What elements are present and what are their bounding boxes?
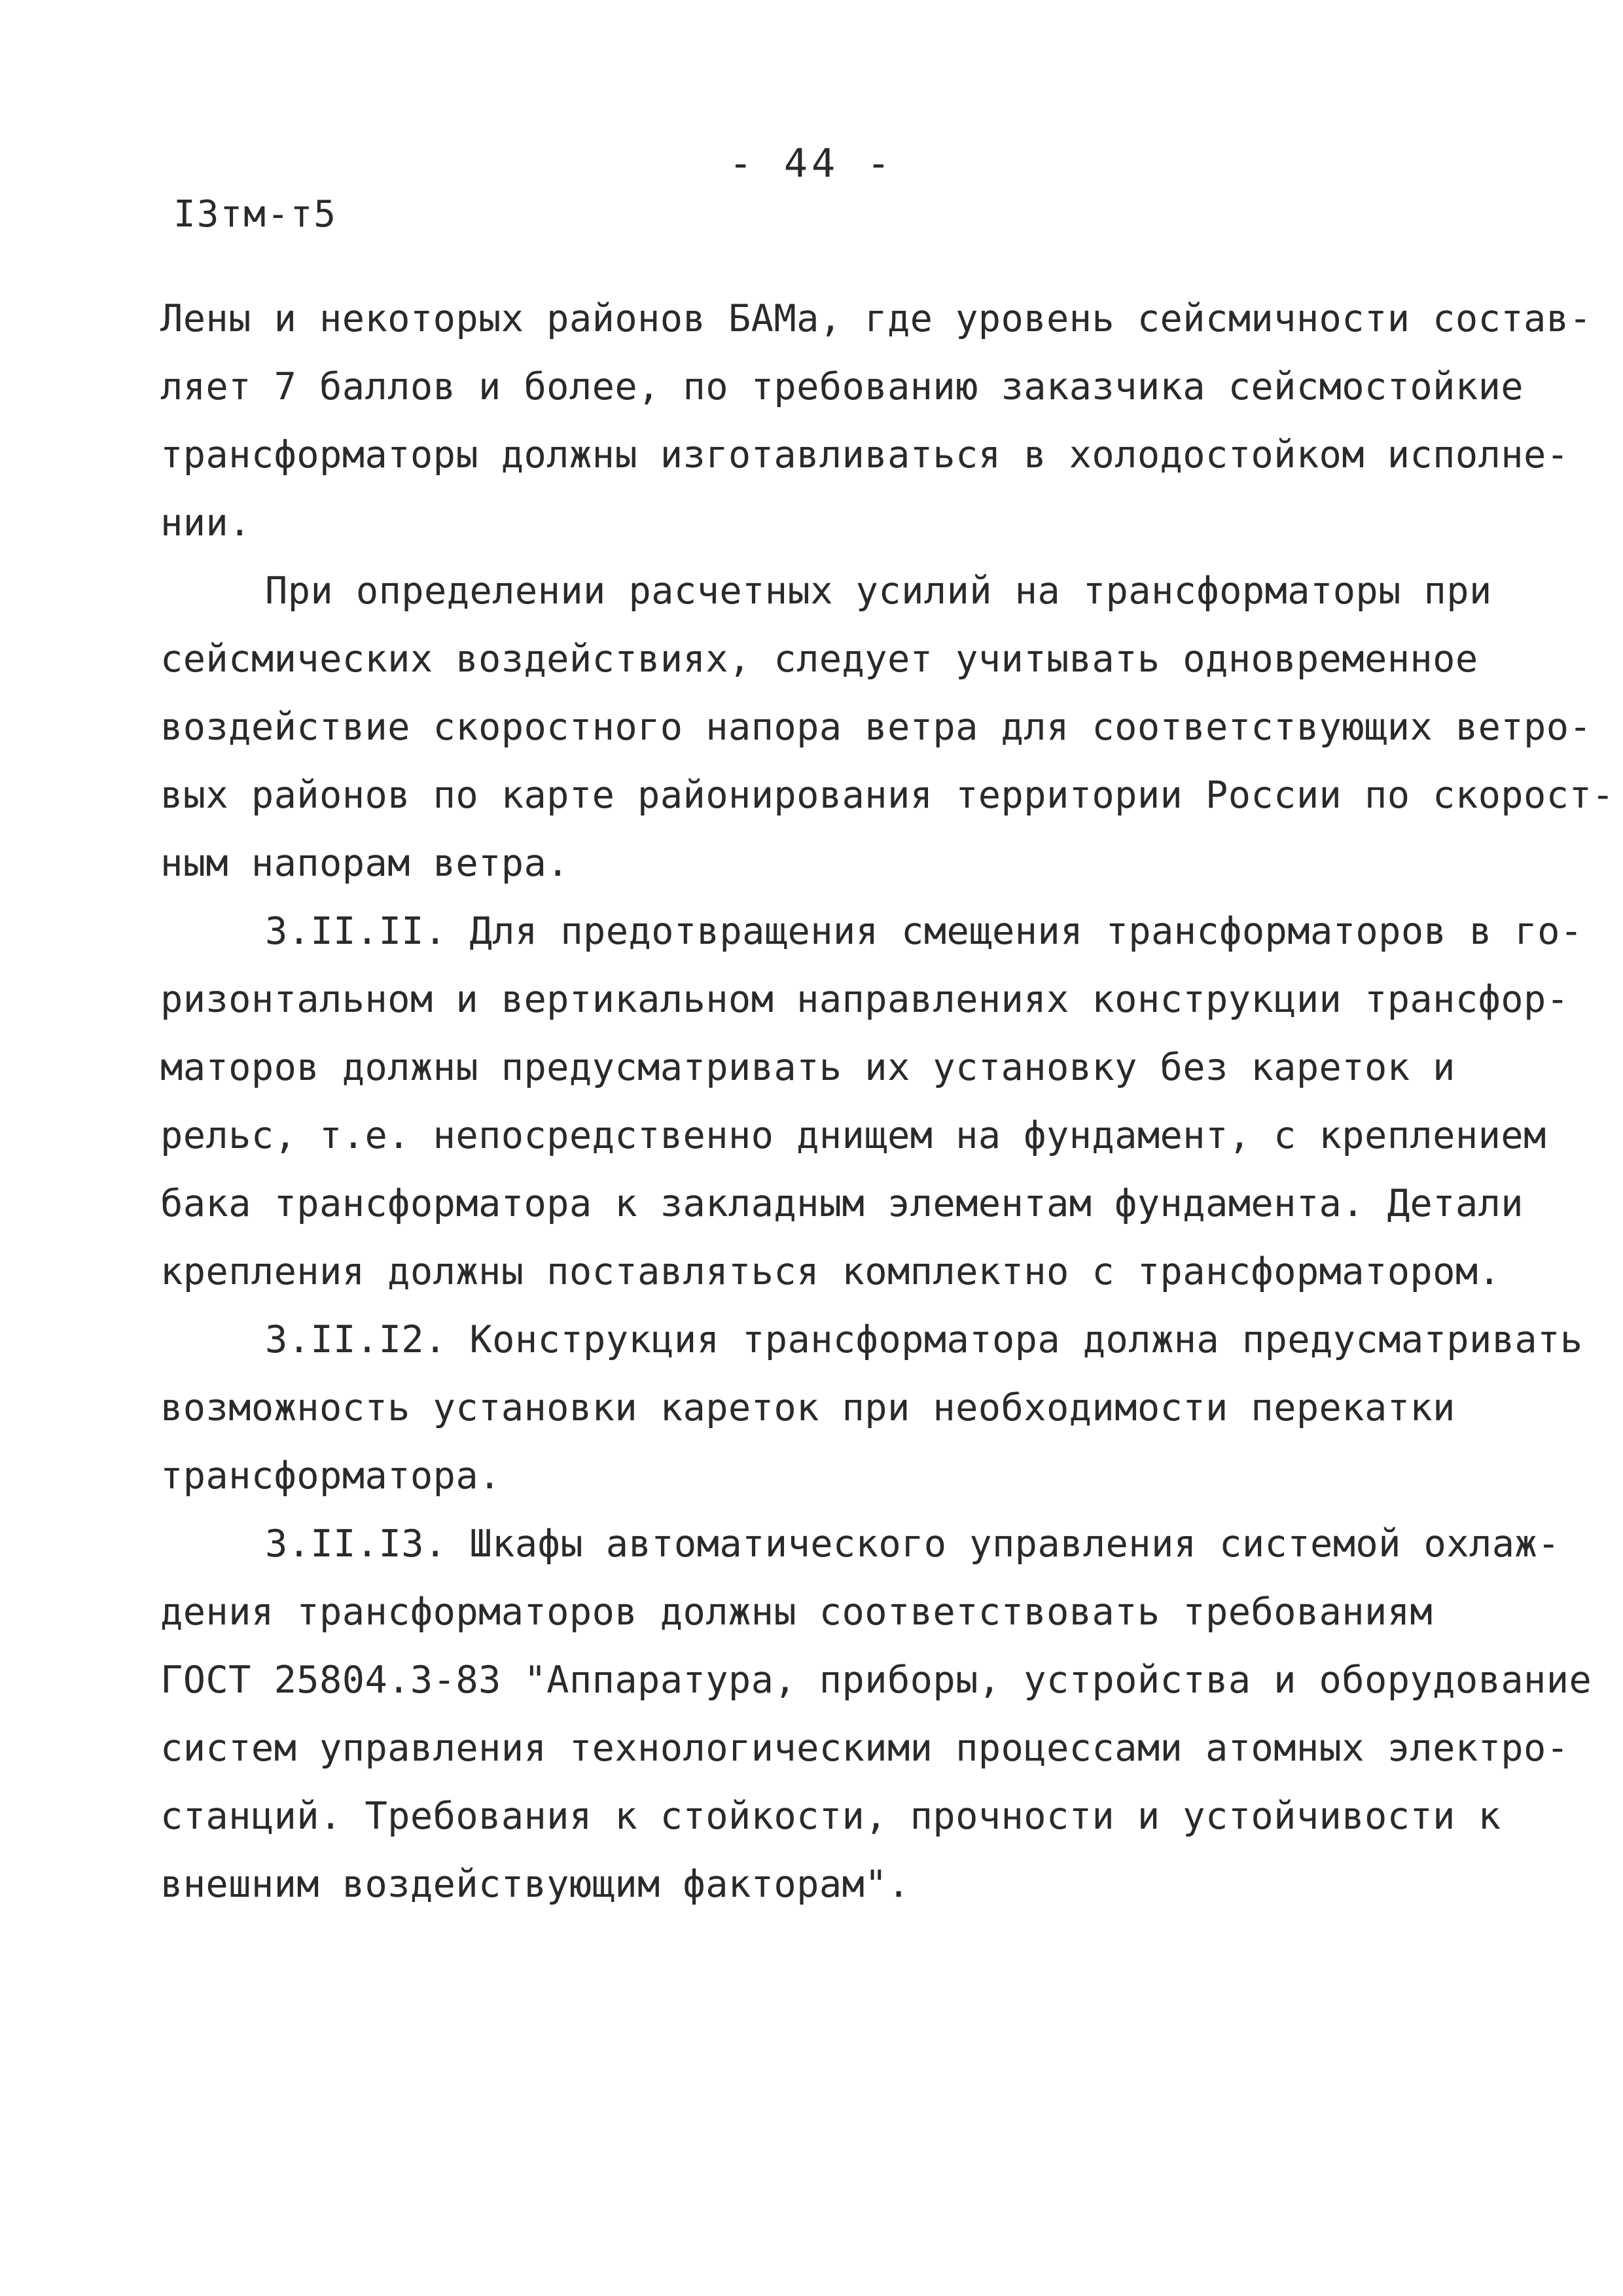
- text-line: 3.II.I2. Конструкция трансформатора должна предусматривать: [265, 1318, 1583, 1361]
- text-line: воздействие скоростного напора ветра для соответствующих ветро-: [160, 706, 1592, 749]
- document-code: I3тм-т5: [173, 193, 338, 236]
- page-number: - 44 -: [728, 141, 895, 187]
- text-line: станций. Требования к стойкости, прочности и устойчивости к: [160, 1795, 1501, 1838]
- text-line: вых районов по карте районирования территории России по скорост-: [160, 774, 1614, 817]
- text-line: трансформаторы должны изготавливаться в холодостойком исполне-: [160, 433, 1569, 476]
- text-line: 3.II.I3. Шкафы автоматического управления системой охлаж-: [265, 1522, 1560, 1566]
- text-line: ляет 7 баллов и более, по требованию заказчика сейсмостойкие: [160, 365, 1524, 408]
- text-line: рельс, т.е. непосредственно днищем на фундамент, с креплением: [160, 1114, 1546, 1157]
- paragraph-2: [160, 557, 1614, 897]
- text-line: трансформатора.: [160, 1454, 501, 1498]
- text-line: 3.II.II. Для предотвращения смещения трансформаторов в го-: [265, 910, 1583, 953]
- text-line: нии.: [160, 501, 251, 545]
- paragraph-3-11-11: [160, 897, 1583, 1306]
- text-line: Лены и некоторых районов БАМа, где уровень сейсмичности состав-: [160, 297, 1592, 340]
- text-line: ным напорам ветра.: [160, 842, 569, 885]
- text-line: ризонтальном и вертикальном направлениях конструкции трансфор-: [160, 978, 1569, 1021]
- text-line: систем управления технологическими процессами атомных электро-: [160, 1727, 1569, 1770]
- text-line: крепления должны поставляться комплектно с трансформатором.: [160, 1250, 1501, 1293]
- paragraph-1: [160, 285, 1592, 557]
- text-line: внешним воздействующим факторам".: [160, 1863, 910, 1906]
- paragraph-3-11-13: [160, 1510, 1592, 1918]
- paragraph-3-11-12: [160, 1306, 1583, 1510]
- text-line: При определении расчетных усилий на трансформаторы при: [265, 569, 1492, 613]
- text-line: ГОСТ 25804.3-83 "Аппаратура, приборы, устройства и оборудование: [160, 1659, 1592, 1702]
- text-line: маторов должны предусматривать их установку без кареток и: [160, 1046, 1455, 1089]
- document-body: [160, 285, 1614, 1918]
- text-line: сейсмических воздействиях, следует учитывать одновременное: [160, 637, 1478, 681]
- text-line: возможность установки кареток при необходимости перекатки: [160, 1386, 1455, 1429]
- text-line: дения трансформаторов должны соответствовать требованиям: [160, 1590, 1433, 1634]
- text-line: бака трансформатора к закладным элементам фундамента. Детали: [160, 1182, 1524, 1225]
